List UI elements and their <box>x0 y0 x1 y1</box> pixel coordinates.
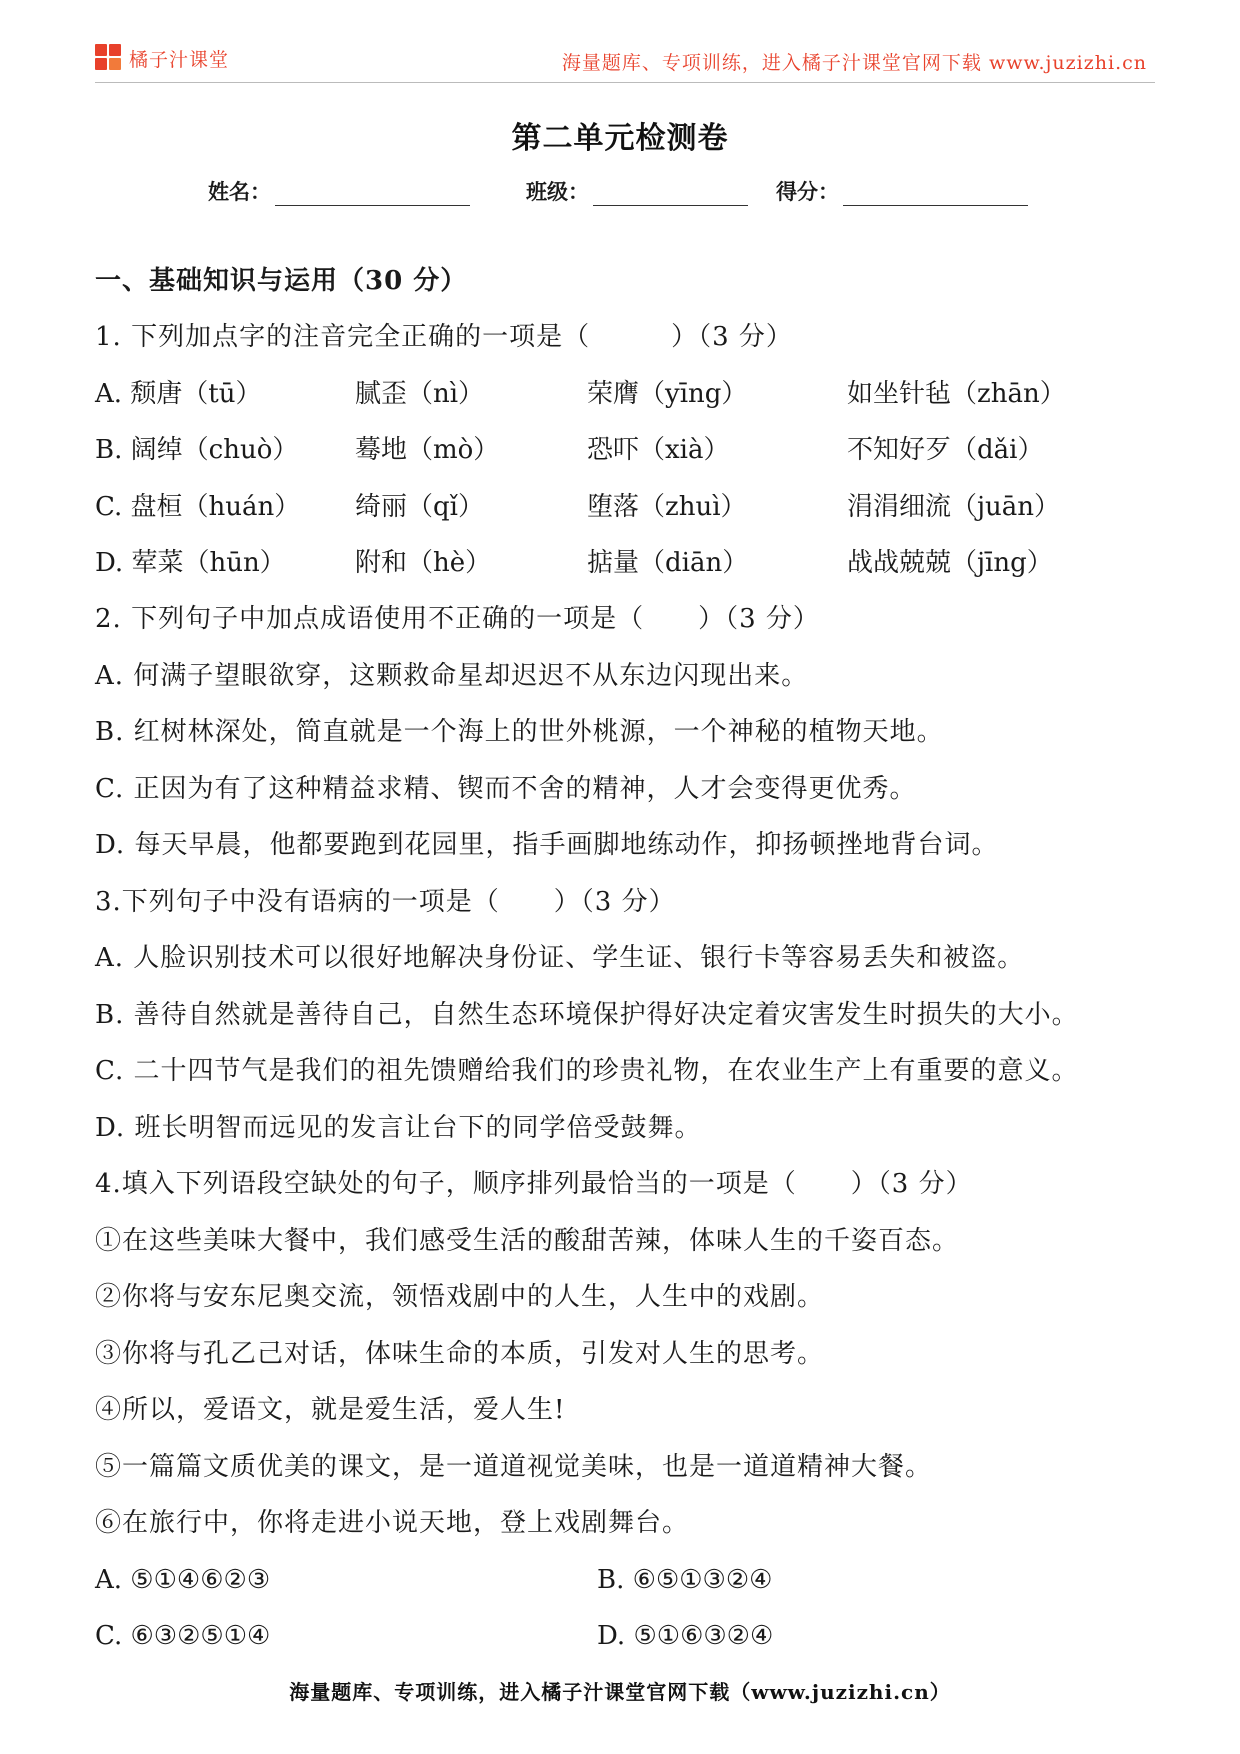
question-1-stem: 1. 下列加点字的注音完全正确的一项是（ ）（3 分） <box>95 322 793 352</box>
question-1-row-d[interactable] <box>95 546 1195 580</box>
name-label: 姓名： <box>208 179 271 204</box>
question-1-row-b[interactable] <box>95 433 1195 467</box>
brand-logo[interactable] <box>95 44 229 72</box>
question-4-choice-b[interactable]: B. ⑥⑤①③②④ <box>597 1565 773 1595</box>
question-1-row-a[interactable] <box>95 377 1195 411</box>
q1-c-word-1: C. 盘桓（huán） <box>95 492 301 522</box>
q1-a-word-3: 荣膺（yīng） <box>587 379 748 409</box>
question-2-option-d[interactable]: D. 每天早晨，他都要跑到花园里，指手画脚地练动作，抑扬顿挫地背台词。 <box>95 830 999 860</box>
q1-c-word-2: 绮丽（qǐ） <box>355 492 484 522</box>
question-4-sentence-1: ①在这些美味大餐中，我们感受生活的酸甜苦辣，体味人生的千姿百态。 <box>95 1226 960 1256</box>
question-3-option-c[interactable]: C. 二十四节气是我们的祖先馈赠给我们的珍贵礼物，在农业生产上有重要的意义。 <box>95 1056 1079 1086</box>
score-field[interactable] <box>776 176 1028 206</box>
q1-b-word-4: 不知好歹（dǎi） <box>847 435 1044 465</box>
question-2-option-a[interactable]: A. 何满子望眼欲穿，这颗救命星却迟迟不从东边闪现出来。 <box>95 661 809 691</box>
question-4-choice-d[interactable]: D. ⑤①⑥③②④ <box>597 1621 774 1651</box>
q1-d-word-2: 附和（hè） <box>355 548 492 578</box>
question-3-option-b[interactable]: B. 善待自然就是善待自己，自然生态环境保护得好决定着灾害发生时损失的大小。 <box>95 1000 1079 1030</box>
question-4-sentence-5: ⑤一篇篇文质优美的课文，是一道道视觉美味，也是一道道精神大餐。 <box>95 1452 933 1482</box>
name-field[interactable] <box>208 176 470 206</box>
q1-b-word-2: 蓦地（mò） <box>355 435 500 465</box>
score-label: 得分： <box>776 179 839 204</box>
q1-c-word-3: 堕落（zhuì） <box>587 492 747 522</box>
question-4-choices-row-2 <box>95 1619 1195 1653</box>
question-4-sentence-2: ②你将与安东尼奥交流，领悟戏剧中的人生，人生中的戏剧。 <box>95 1282 825 1312</box>
q1-b-word-1: B. 阔绰（chuò） <box>95 435 299 465</box>
class-field[interactable] <box>526 176 748 206</box>
name-blank[interactable] <box>275 181 470 206</box>
page-footer[interactable]: 海量题库、专项训练，进入橘子汁课堂官网下载（www.juzizhi.cn） <box>289 1680 951 1704</box>
question-2-option-c[interactable]: C. 正因为有了这种精益求精、锲而不舍的精神，人才会变得更优秀。 <box>95 774 917 804</box>
page-title: 第二单元检测卷 <box>511 121 729 156</box>
q1-a-word-2: 腻歪（nì） <box>355 379 485 409</box>
page-header <box>95 38 1155 83</box>
q1-d-word-3: 掂量（diān） <box>587 548 749 578</box>
q1-b-word-3: 恐吓（xià） <box>587 435 730 465</box>
question-4-choice-c[interactable]: C. ⑥③②⑤①④ <box>95 1621 271 1651</box>
q1-a-word-1: A. 颓唐（tū） <box>95 379 262 409</box>
question-4-choice-a[interactable]: A. ⑤①④⑥②③ <box>95 1565 271 1595</box>
q1-a-word-4: 如坐针毡（zhān） <box>847 379 1066 409</box>
question-1-row-c[interactable] <box>95 490 1195 524</box>
q1-d-word-1: D. 荤菜（hūn） <box>95 548 286 578</box>
question-4-sentence-6: ⑥在旅行中，你将走进小说天地，登上戏剧舞台。 <box>95 1508 690 1538</box>
question-2-option-b[interactable]: B. 红树林深处，简直就是一个海上的世外桃源，一个神秘的植物天地。 <box>95 717 944 747</box>
question-4-choices-row-1 <box>95 1563 1195 1597</box>
logo-text: 橘子汁课堂 <box>129 48 230 71</box>
question-3-option-a[interactable]: A. 人脸识别技术可以很好地解决身份证、学生证、银行卡等容易丢失和被盗。 <box>95 943 1025 973</box>
logo-icon <box>95 44 123 72</box>
question-4-sentence-4: ④所以，爱语文，就是爱生活，爱人生! <box>95 1395 566 1425</box>
question-4-sentence-3: ③你将与孔乙己对话，体味生命的本质，引发对人生的思考。 <box>95 1339 825 1369</box>
class-label: 班级： <box>526 179 589 204</box>
class-blank[interactable] <box>593 181 748 206</box>
score-blank[interactable] <box>843 181 1028 206</box>
section-heading: 一、基础知识与运用（30 分） <box>95 266 468 296</box>
question-3-option-d[interactable]: D. 班长明智而远见的发言让台下的同学倍受鼓舞。 <box>95 1113 702 1143</box>
header-slogan[interactable]: 海量题库、专项训练，进入橘子汁课堂官网下载 www.juzizhi.cn <box>561 52 1147 74</box>
question-2-stem: 2. 下列句子中加点成语使用不正确的一项是（ ）（3 分） <box>95 604 820 634</box>
q1-c-word-4: 涓涓细流（juān） <box>847 492 1061 522</box>
q1-d-word-4: 战战兢兢（jīng） <box>847 548 1053 578</box>
student-info-row <box>0 176 1240 208</box>
question-4-stem: 4.填入下列语段空缺处的句子，顺序排列最恰当的一项是（ ）（3 分） <box>95 1169 973 1199</box>
question-3-stem: 3.下列句子中没有语病的一项是（ ）（3 分） <box>95 887 676 917</box>
